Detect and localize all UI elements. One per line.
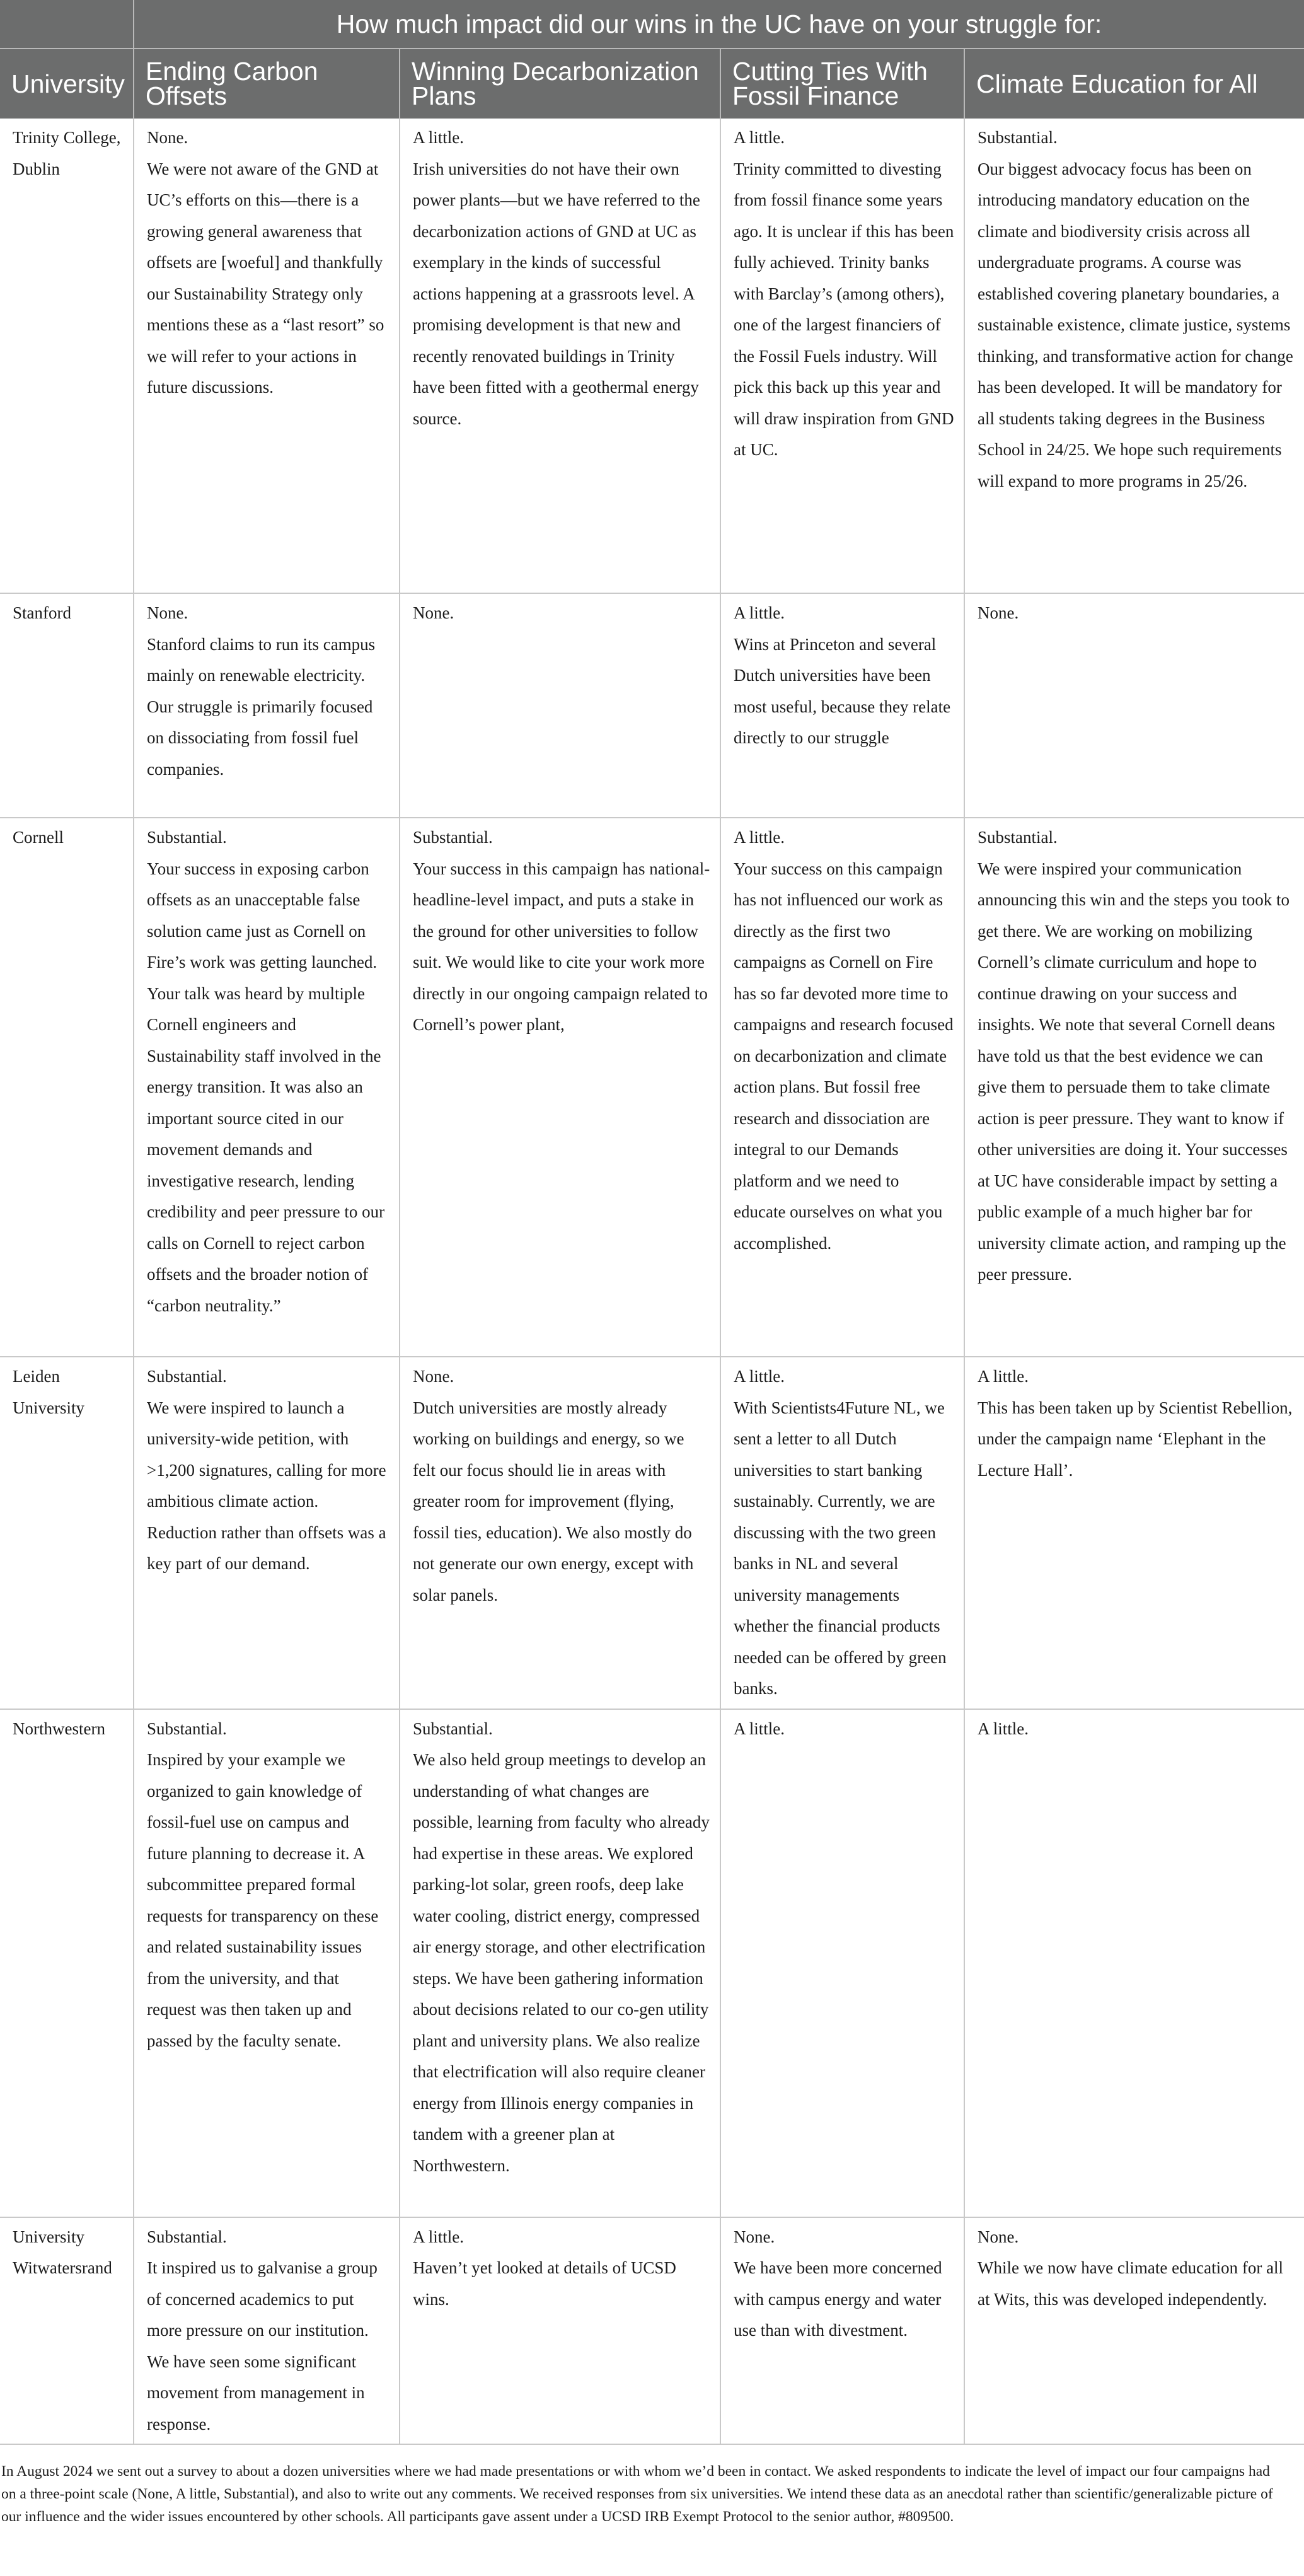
response-cell [400,2217,720,2445]
impact-rating: A little. [413,2227,464,2246]
response-comment: While we now have climate education for all at Wits, this was developed independently. [978,2258,1284,2309]
response-cell [720,1709,964,2217]
impact-rating: None. [734,2227,775,2246]
response-cell [964,593,1304,818]
response-comment: Inspired by your example we organized to gain knowledge of fossil-fuel use on campus and future planning to decrease it. A subcommittee prepared formal requests for transparency on these and related sustainability issues from the university, and that request was then taken up and passed by the faculty senate. [147,1750,379,2050]
response-comment: We were inspired your communication announcing this win and the steps you took to get there. We are working on mobilizing Cornell’s climate curriculum and hope to continue drawing on your success and insights. We note that several Cornell deans have told us that the best evidence we can give them to persuade them to take climate action is peer pressure. They want to know if other universities are doing it. Your successes at UC have considerable impact by setting a public example of a much higher bar for university climate action, and ramping up the peer pressure. [978,859,1290,1284]
impact-rating: Substantial. [147,1367,227,1386]
impact-rating: Substantial. [147,2227,227,2246]
response-comment: We have been more concerned with campus energy and water use than with divestment. [734,2258,942,2340]
response-comment: Your success on this campaign has not influenced our work as directly as the first two campaigns as Cornell on Fire has so far devoted more time to campaigns and research focused on decarbonization and climate action plans. But fossil free research and dissociation are integral to our Demands platform and we need to educate ourselves on what you accomplished. [734,859,954,1253]
table-row [0,818,1304,1357]
response-cell [720,1357,964,1709]
impact-rating: A little. [978,1367,1029,1386]
impact-rating: Substantial. [147,828,227,847]
university-cell: Northwestern [0,1709,134,2217]
response-cell [964,119,1304,593]
response-comment: Dutch universities are mostly already working on buildings and energy, so we felt our focus should lie in areas with greater room for improvement (flying, fossil ties, education). We also mostly do not generate our own energy, except with solar panels. [413,1398,694,1604]
response-cell [400,818,720,1357]
university-cell: Stanford [0,593,134,818]
response-cell [134,1709,400,2217]
table-row [0,593,1304,818]
impact-rating: Substantial. [978,828,1058,847]
table-row [0,119,1304,593]
response-cell [720,818,964,1357]
table-body [0,119,1304,2444]
table-footnote: In August 2024 we sent out a survey to about a dozen universities where we had made presentations or with whom we’d been in contact. We asked respondents to indicate the level of impact our four campaigns had on a three-point scale (None, A little, Substantial), and also to write out any comments. We received responses from six universities. We intend these data as an anecdotal rather than scientific/generalizable picture of our influence and the wider issues encountered by other schools. All participants gave assent under a UCSD IRB Exempt Protocol to the senior author, #809500. [1,2463,1273,2525]
response-comment: Your success in this campaign has national-headline-level impact, and puts a stake in the ground for other universities to follow suit. We would like to cite your work more directly in our ongoing campaign related to Cornell’s power plant, [413,859,710,1034]
response-comment: Your success in exposing carbon offsets as an unacceptable false solution came just as Cornell on Fire’s work was getting launched. Your talk was heard by multiple Cornell engineers and Sustainability staff involved in the energy transition. It was also an important source cited in our movement demands and investigative research, lending credibility and peer pressure to our calls on Cornell to reject carbon offsets and the broader notion of “carbon neutrality.” [147,859,385,1315]
impact-rating: Substantial. [413,828,493,847]
impact-rating: A little. [734,128,785,147]
column-header-row [0,49,1304,119]
impact-rating: Substantial. [978,128,1058,147]
response-cell [134,2217,400,2445]
impact-rating: A little. [734,603,785,622]
response-comment: We were inspired to launch a university-wide petition, with >1,200 signatures, calling for more ambitious climate action. Reduction rather than offsets was a key part of our demand. [147,1398,386,1573]
super-header-spacer [0,0,134,49]
university-cell: Trinity College, Dublin [0,119,134,593]
response-cell [720,2217,964,2445]
university-cell: University Witwatersrand [0,2217,134,2445]
response-comment: Trinity committed to divesting from fossil finance some years ago. It is unclear if this has been fully achieved. Trinity banks with Barclay’s (among others), one of the largest financiers of the Fossil Fuels industry. Will pick this back up this year and will draw inspiration from GND at UC. [734,159,954,459]
column-header-university: University [0,49,134,119]
impact-rating: None. [147,128,188,147]
response-comment: Wins at Princeton and several Dutch universities have been most useful, because they relate directly to our struggle [734,634,951,747]
impact-rating: None. [413,603,454,622]
impact-rating: Substantial. [147,1719,227,1738]
response-cell [134,818,400,1357]
super-header-row [0,0,1304,49]
impact-rating: None. [978,2227,1019,2246]
response-cell [134,119,400,593]
response-cell [400,593,720,818]
impact-rating: Substantial. [413,1719,493,1738]
response-comment: With Scientists4Future NL, we sent a letter to all Dutch universities to start banking sustainably. Currently, we are discussing with the two green banks in NL and several university managements whether the financial products needed can be offered by green banks. [734,1398,947,1698]
response-cell [720,593,964,818]
impact-rating: A little. [734,828,785,847]
column-header-winning-decarbonization-plans: Winning Decarbonization Plans [400,49,720,119]
response-comment: Irish universities do not have their own power plants—but we have referred to the decarbonization actions of GND at UC as exemplary in the kinds of successful actions happening at a grassroots level. A promising development is that new and recently renovated buildings in Trinity have been fitted with a geothermal energy source. [413,159,700,428]
response-cell [400,119,720,593]
super-header: How much impact did our wins in the UC have on your struggle for: [134,0,1304,49]
response-comment: This has been taken up by Scientist Rebellion, under the campaign name ‘Elephant in the Lecture Hall’. [978,1398,1293,1480]
university-cell: Leiden University [0,1357,134,1709]
column-header-climate-education: Climate Education for All [964,49,1304,119]
table-head [0,0,1304,119]
university-cell: Cornell [0,818,134,1357]
response-cell [964,1709,1304,2217]
response-cell [134,1357,400,1709]
impact-rating: A little. [734,1719,785,1738]
impact-rating: None. [413,1367,454,1386]
response-cell [400,1357,720,1709]
response-comment: Haven’t yet looked at details of UCSD wins. [413,2258,676,2309]
table-row [0,1357,1304,1709]
table-row [0,2217,1304,2445]
response-cell [400,1709,720,2217]
response-cell [720,119,964,593]
response-cell [964,818,1304,1357]
impact-rating: A little. [734,1367,785,1386]
response-comment: Our biggest advocacy focus has been on introducing mandatory education on the climate and biodiversity crisis across all undergraduate programs. A course was established covering planetary boundaries, a sustainable existence, climate justice, systems thinking, and transformative action for change has been developed. It will be mandatory for all students taking degrees in the Business School in 24/25. We hope such requirements will expand to more programs in 25/26. [978,159,1293,490]
response-comment: Stanford claims to run its campus mainly on renewable electricity. Our struggle is primarily focused on dissociating from fossil fuel companies. [147,634,376,779]
column-header-cutting-ties-fossil-finance: Cutting Ties With Fossil Finance [720,49,964,119]
impact-rating: None. [147,603,188,622]
table-row [0,1709,1304,2217]
response-cell [964,1357,1304,1709]
impact-rating: A little. [978,1719,1029,1738]
response-comment: We were not aware of the GND at UC’s efforts on this—there is a growing general awareness that offsets are [woeful] and thankfully our Sustainability Strategy only mentions these as a “last resort” so we will refer to your actions in future discussions. [147,159,384,397]
impact-rating: None. [978,603,1019,622]
response-comment: It inspired us to galvanise a group of concerned academics to put more pressure on our institution. We have seen some significant movement from management in response. [147,2258,378,2434]
response-comment: We also held group meetings to develop an understanding of what changes are possible, learning from faculty who already had expertise in these areas. We explored parking-lot solar, green roofs, deep lake water cooling, district energy, compressed air energy storage, and other electrification steps. We have been gathering information about decisions related to our co-gen utility plant and university plans. We also realize that electrification will also require cleaner energy from Illinois energy companies in tandem with a greener plan at Northwestern. [413,1750,710,2175]
response-cell [964,2217,1304,2445]
impact-rating: A little. [413,128,464,147]
response-cell [134,593,400,818]
column-header-ending-carbon-offsets: Ending Carbon Offsets [134,49,400,119]
